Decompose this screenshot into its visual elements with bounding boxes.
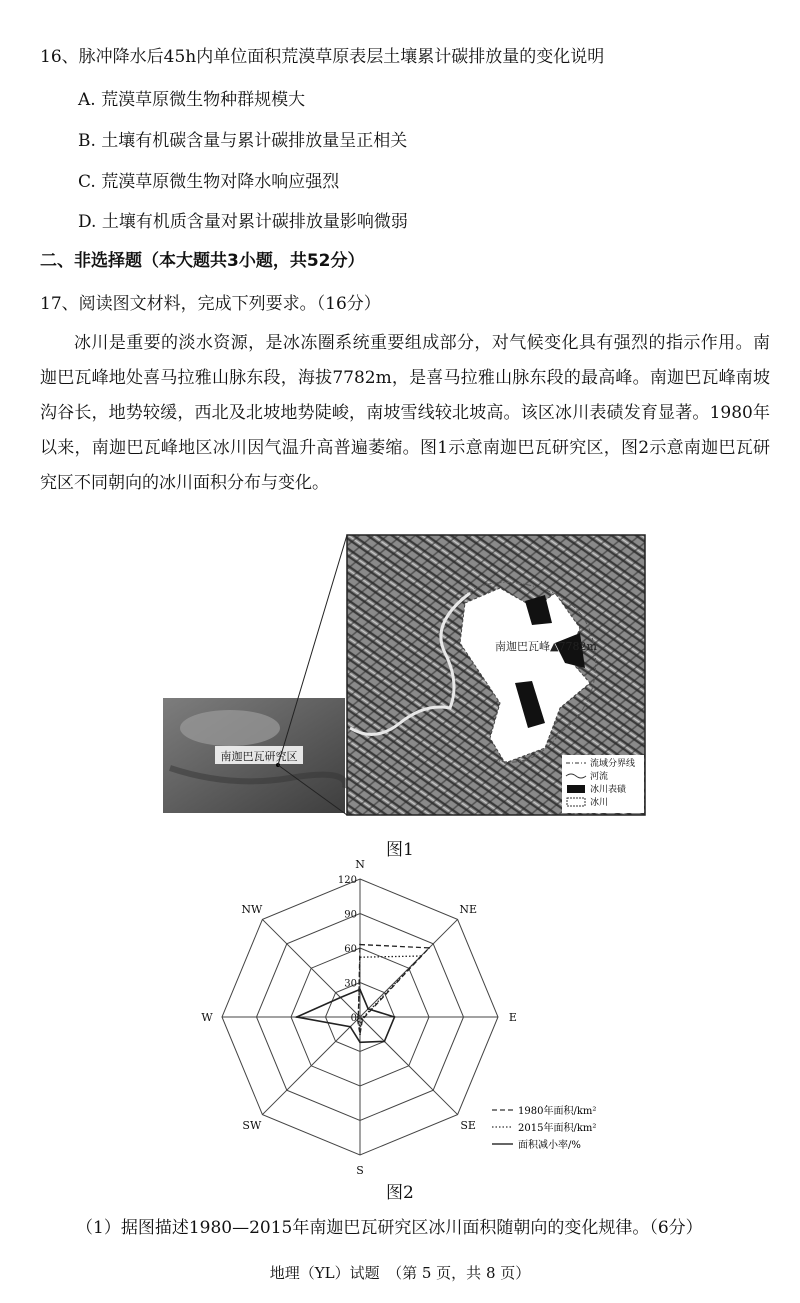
figure1-caption: 图1 [386,840,414,860]
q17-stem: 17、阅读图文材料，完成下列要求。（16分） [40,294,381,314]
series-1-point-nw [357,1014,359,1016]
direction-label-nw: NW [241,902,263,916]
series-2-point-n [359,989,361,991]
radial-tick-60: 60 [344,944,357,955]
series-2-point-e [394,1016,396,1018]
peak-label: 南迦巴瓦峰▲7782m [495,640,597,653]
q16-option-b: B. 土壤有机碳含量与累计碳排放量呈正相关 [78,131,408,151]
page-footer: 地理（YL）试题 （第 5 页，共 8 页） [269,1264,531,1282]
series-1-point-se [361,1018,363,1020]
legend-river: 河流 [590,772,609,782]
q17-paragraph: 冰川是重要的淡水资源，是冰冻圈系统重要组成部分，对气候变化具有强烈的指示作用。南迦巴瓦峰地处喜马拉雅山脉东段，海拔7782m，是喜马拉雅山脉东段的最高峰。南迦巴瓦峰南坡沟谷长，地势较缓，西北及北坡地势陡峻，南坡雪线较北坡高。该区冰川表碛发育显著。1980年以来，南迦巴瓦峰地区冰川因气温升高普遍萎缩。图1示意南迦巴瓦研究区，图2示意南迦巴瓦研究区不同朝向的冰川面积分布与变化。 [40,333,770,493]
series-1-point-s [359,1030,361,1032]
q17-sub1: （1）据图描述1980—2015年南迦巴瓦研究区冰川面积随朝向的变化规律。（6分） [76,1218,703,1238]
legend-moraine: 冰川表碛 [590,785,627,795]
figure-1 [160,533,650,818]
series-0-point-n [359,944,361,946]
q16-stem: 16、脉冲降水后45h内单位面积荒漠草原表层土壤累计碳排放量的变化说明 [40,47,605,67]
q16-option-a: A. 荒漠草原微生物种群规模大 [78,90,306,110]
q16-option-d: D. 土壤有机质含量对累计碳排放量影响微弱 [78,212,408,232]
inset-label: 南迦巴瓦研究区 [220,750,298,763]
q17-material [40,326,770,501]
figure2-legend [492,1104,596,1151]
legend-glacier: 冰川 [590,798,609,808]
direction-label-n: N [355,858,365,872]
q16-option-c: C. 荒漠草原微生物对降水响应强烈 [78,172,340,192]
radar-series [296,944,430,1044]
series-1-point-n [359,956,361,958]
direction-label-e: E [508,1011,517,1024]
radial-tick-120: 120 [337,875,357,886]
series-2-point-nw [340,997,342,999]
radar-grid [222,879,498,1155]
figure2-caption: 图2 [386,1183,414,1203]
section-title: 二、非选择题（本大题共3小题，共52分） [40,251,365,271]
series-1-point-ne [420,955,422,957]
direction-label-ne: NE [459,902,477,916]
radial-tick-0: 0 [350,1013,357,1024]
series-1-point-e [363,1016,365,1018]
direction-label-w: W [201,1011,213,1024]
legend-1980: 1980年面积/km² [518,1106,597,1117]
series-2-point-sw [349,1026,351,1028]
main-map [347,535,645,815]
series-1-line [358,956,421,1031]
series-2-point-w [296,1016,298,1018]
radial-tick-30: 30 [344,978,357,990]
direction-label-sw: SW [242,1119,262,1133]
legend-2015: 2015年面积/km² [518,1123,597,1134]
direction-label-s: S [356,1163,364,1177]
series-0-point-ne [428,947,430,949]
series-1-point-w [357,1016,359,1018]
figure-2-radar-chart [200,858,620,1177]
inset-map [163,698,345,813]
legend-reduction: 面积减小率/% [518,1140,581,1151]
radial-tick-90: 90 [344,909,357,921]
direction-label-se: SE [460,1119,476,1133]
series-2-point-ne [367,1008,369,1010]
series-1-point-sw [357,1018,359,1020]
series-0-point-s [359,1033,361,1035]
legend-watershed: 流域分界线 [590,759,636,769]
series-2-point-se [383,1040,385,1042]
figure1-legend [562,755,644,813]
series-2-point-s [359,1041,361,1043]
